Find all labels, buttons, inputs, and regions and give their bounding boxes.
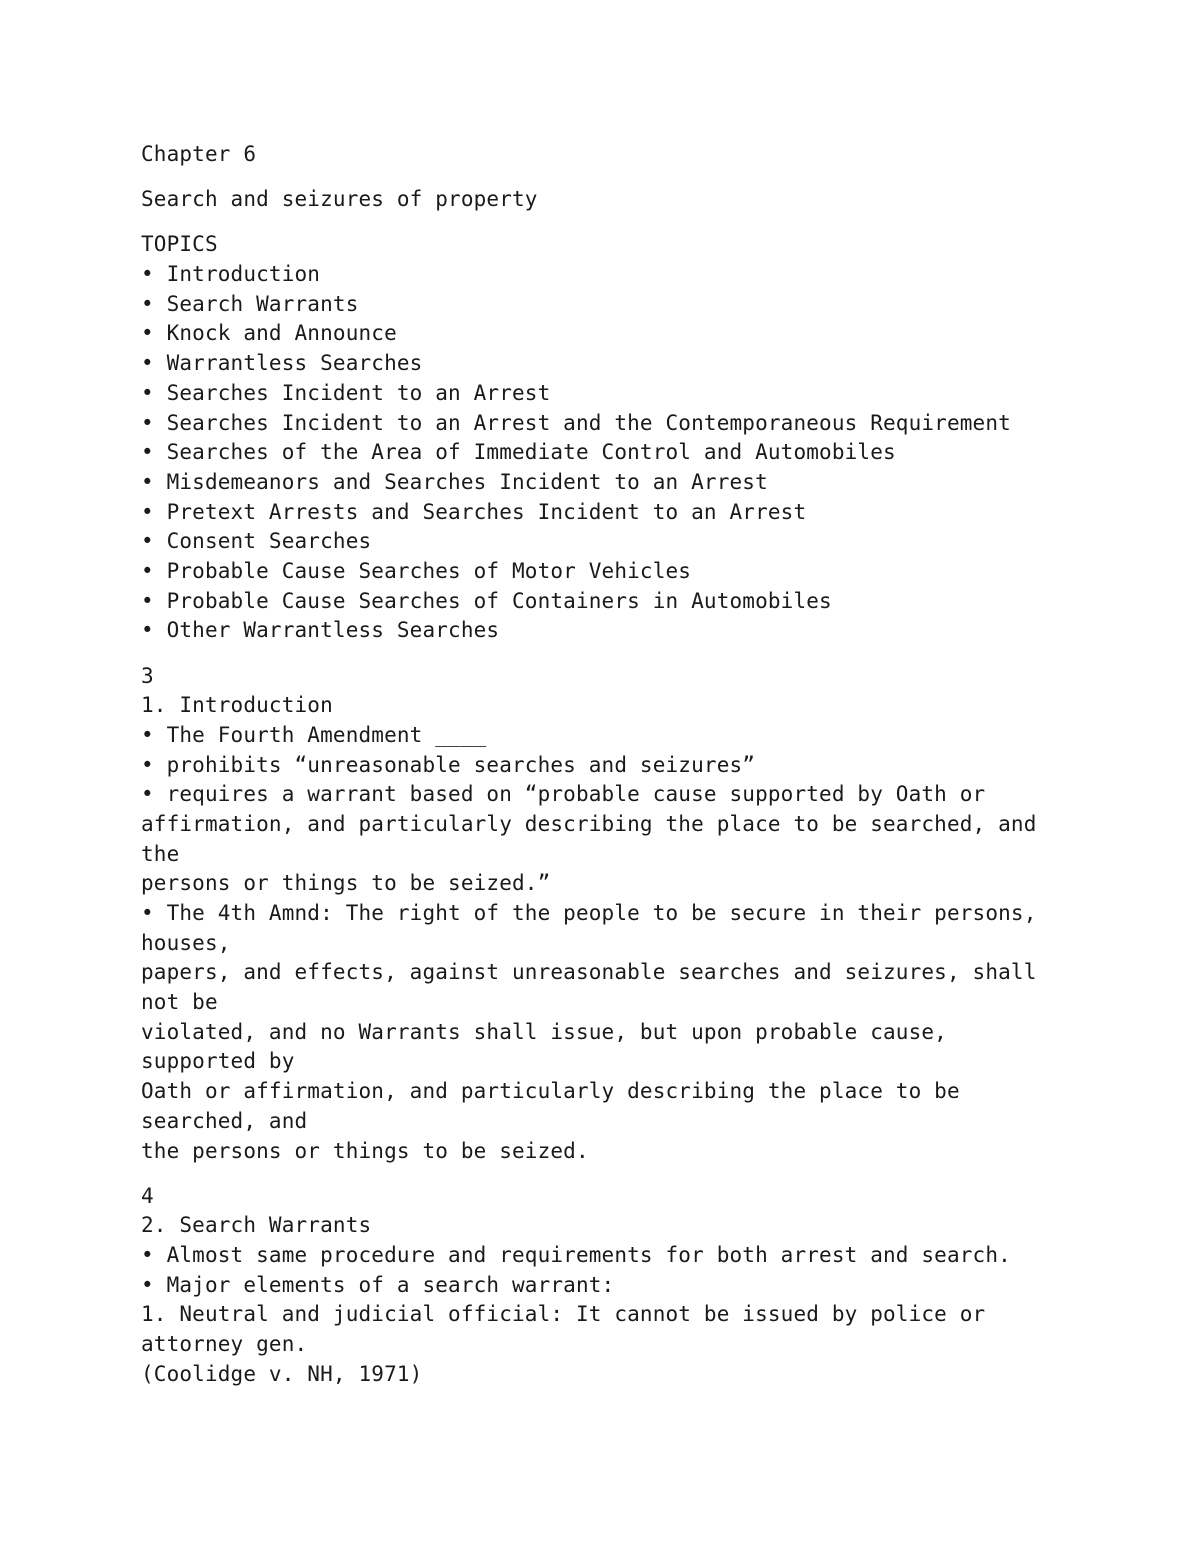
- list-item: • Consent Searches: [141, 529, 372, 554]
- list-item: • Knock and Announce: [141, 321, 397, 346]
- list-item: • Searches of the Area of Immediate Control and Automobiles: [141, 440, 896, 465]
- list-item: • Searches Incident to an Arrest: [141, 380, 551, 405]
- section-heading: 1. Introduction: [141, 693, 333, 718]
- text-line: 1. Neutral and judicial official: It cannot be issued by police or: [141, 1302, 986, 1327]
- text-line: • Almost same procedure and requirements for both arrest and search.: [141, 1243, 1011, 1268]
- section-heading: 2. Search Warrants: [141, 1213, 372, 1238]
- text-line: • The Fourth Amendment ____: [141, 722, 487, 747]
- text-line: (Coolidge v. NH, 1971): [141, 1361, 423, 1386]
- topics-list: [141, 260, 1101, 646]
- text-line: Oath or affirmation, and particularly describing the place to be: [141, 1079, 960, 1104]
- text-line: persons or things to be seized.”: [141, 871, 551, 896]
- section-3: [141, 662, 1101, 1167]
- text-line: the: [141, 841, 180, 866]
- chapter-label: Chapter 6: [141, 142, 257, 166]
- text-line: the persons or things to be seized.: [141, 1138, 589, 1163]
- list-item: • Other Warrantless Searches: [141, 618, 500, 643]
- list-item: • Search Warrants: [141, 291, 359, 316]
- list-item: • Warrantless Searches: [141, 351, 423, 376]
- section-4: [141, 1182, 1101, 1390]
- list-item: • Probable Cause Searches of Containers in Automobiles: [141, 588, 832, 613]
- text-line: papers, and effects, against unreasonable searches and seizures, shall: [141, 960, 1037, 985]
- page-number: 3: [141, 663, 154, 688]
- text-line: • prohibits “unreasonable searches and seizures”: [141, 752, 756, 777]
- topics-heading: TOPICS: [141, 232, 218, 257]
- text-line: affirmation, and particularly describing the place to be searched, and: [141, 811, 1037, 836]
- list-item: • Introduction: [141, 262, 321, 287]
- text-line: attorney gen.: [141, 1332, 308, 1357]
- text-line: houses,: [141, 930, 231, 955]
- text-line: not be: [141, 990, 218, 1015]
- chapter-title: Search and seizures of property: [141, 187, 538, 212]
- page-number: 4: [141, 1183, 154, 1208]
- text-line: • Major elements of a search warrant:: [141, 1272, 615, 1297]
- list-item: • Searches Incident to an Arrest and the Contemporaneous Requirement: [141, 410, 1011, 435]
- list-item: • Pretext Arrests and Searches Incident to an Arrest: [141, 499, 807, 524]
- text-line: • requires a warrant based on “probable cause supported by Oath or: [141, 782, 986, 807]
- list-item: • Probable Cause Searches of Motor Vehicles: [141, 558, 692, 583]
- text-line: violated, and no Warrants shall issue, but upon probable cause,: [141, 1019, 947, 1044]
- text-line: searched, and: [141, 1108, 308, 1133]
- text-line: • The 4th Amnd: The right of the people to be secure in their persons,: [141, 901, 1037, 925]
- document-body: [141, 140, 1101, 1390]
- text-line: supported by: [141, 1049, 295, 1074]
- list-item: • Misdemeanors and Searches Incident to an Arrest: [141, 469, 768, 494]
